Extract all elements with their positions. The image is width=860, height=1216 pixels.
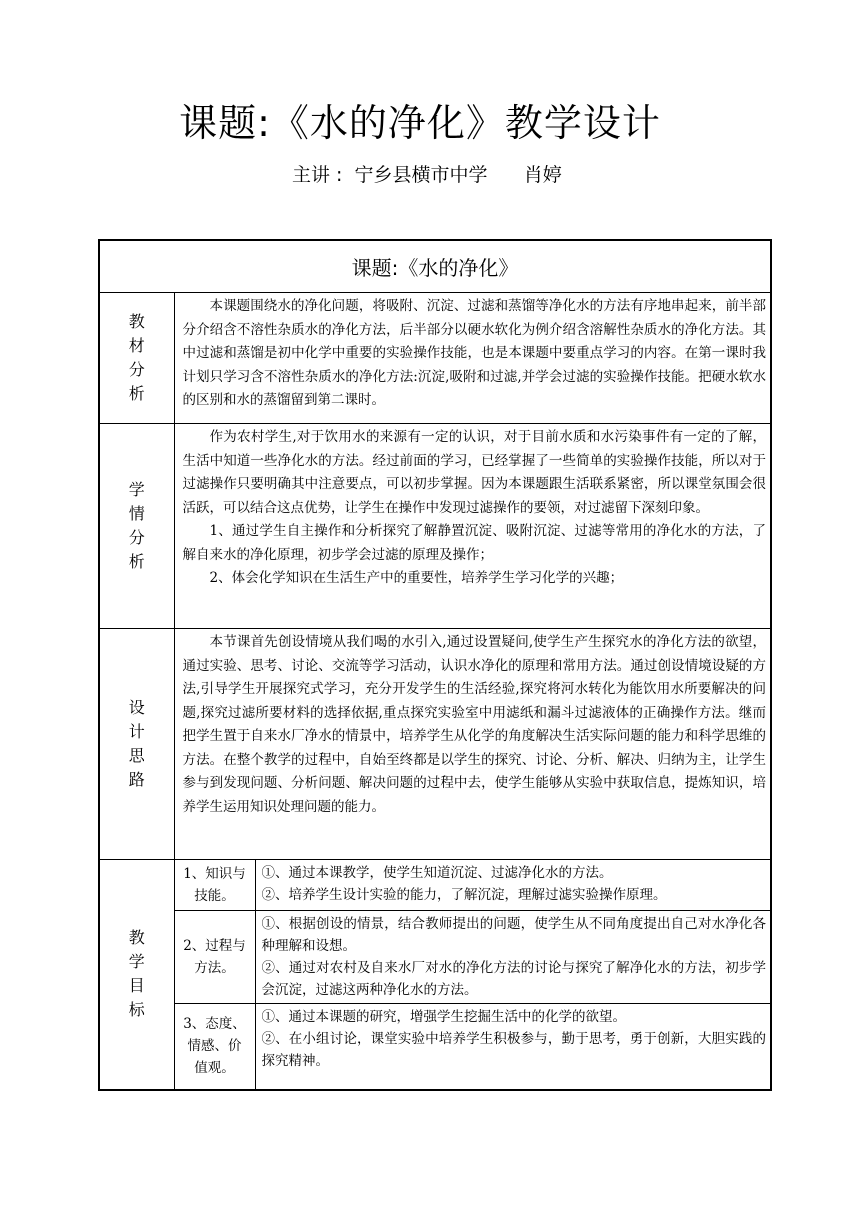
section-label-design: 设 计 思 路	[99, 629, 174, 860]
paragraph: 作为农村学生,对于饮用水的来源有一定的认识，对于目前水质和水污染事件有一定的了解，生活中知道一些净化水的方法。经过前面的学习，已经掌握了一些简单的实验操作技能，所以对于过滤操作只要明确其中注意要点，可以初步掌握。因为本课题跟生活联系紧密，所以课堂氛围会很活跃，可以结合这点优势，让学生在操作中发现过滤操作的要领，对过滤留下深刻印象。	[182, 429, 766, 516]
section-label-student: 学 情 分 析	[99, 424, 174, 629]
goal-line: ①、通过本课题的研究，增强学生挖掘生活中的化学的欲望。	[261, 1009, 626, 1025]
goal-content-attitude	[255, 1004, 771, 1090]
section-label-goals: 教 学 目 标	[99, 860, 174, 1090]
goal-line: ①、通过本课教学，使学生知道沉淀、过滤净化水的方法。	[261, 865, 613, 881]
section-content-student	[174, 424, 771, 629]
goal-label-process: 2、过程与 方法。	[174, 911, 255, 1004]
goal-label-knowledge: 1、知识与 技能。	[174, 860, 255, 911]
section-content-textbook	[174, 293, 771, 424]
paragraph: 本课题围绕水的净化问题，将吸附、沉淀、过滤和蒸馏等净化水的方法有序地串起来，前半部分介绍含不溶性杂质水的净化方法，后半部分以硬水软化为例介绍含溶解性杂质水的净化方法。其中过滤和蒸馏是初中化学中重要的实验操作技能，也是本课题中要重点学习的内容。在第一课时我计划只学习含不溶性杂质水的净化方法:沉淀,吸附和过滤,并学会过滤的实验操作技能。把硬水软水的区别和水的蒸馏留到第二课时。	[182, 298, 766, 408]
section-content-design	[174, 629, 771, 860]
goal-line: ②、在小组讨论，课堂实验中培养学生积极参与，勤于思考，勇于创新，大胆实践的探究精神。	[261, 1031, 766, 1069]
goal-content-knowledge	[255, 860, 771, 911]
document-title: 课题:《水的净化》教学设计	[179, 101, 661, 145]
paragraph: 本节课首先创设情境从我们喝的水引入,通过设置疑问,使学生产生探究水的净化方法的欲望，通过实验、思考、讨论、交流等学习活动，认识水净化的原理和常用方法。通过创设情境设疑的方法,引导学生开展探究式学习，充分开发学生的生活经验,探究将河水转化为能饮用水所要解决的问题,探究过滤所要材料的选择依据,重点探究实验室中用滤纸和漏斗过滤液体的正确操作方法。继而把学生置于自来水厂净水的情景中，培养学生从化学的角度解决生活实际问题的能力和科学思维的方法。在整个教学的过程中，自始至终都是以学生的探究、讨论、分析、解决、归纳为主，让学生参与到发现问题、分析问题、解决问题的过程中去，使学生能够从实验中获取信息，提炼知识，培养学生运用知识处理问题的能力。	[182, 634, 766, 815]
goal-label-attitude: 3、态度、 情感、价 值观。	[174, 1004, 255, 1090]
paragraph: 1、通过学生自主操作和分析探究了解静置沉淀、吸附沉淀、过滤等常用的净化水的方法，了解自来水的净化原理，初步学会过滤的原理及操作；	[182, 523, 766, 563]
table-header: 课题:《水的净化》	[99, 240, 771, 293]
goal-content-process	[255, 911, 771, 1004]
goal-line: ②、通过对农村及自来水厂对水的净化方法的讨论与探究了解净化水的方法，初步学会沉淀，过滤这两种净化水的方法。	[261, 960, 766, 998]
section-label-textbook: 教 材 分 析	[99, 293, 174, 424]
goal-line: ②、培养学生设计实验的能力，了解沉淀，理解过滤实验操作原理。	[261, 887, 667, 903]
author-line: 主讲 : 宁乡县横市中学 肖婷	[292, 164, 562, 186]
paragraph: 2、体会化学知识在生活生产中的重要性，培养学生学习化学的兴趣；	[209, 570, 624, 586]
lesson-plan-table	[98, 239, 772, 1091]
goal-line: ①、根据创设的情景，结合教师提出的问题，使学生从不同角度提出自己对水净化各种理解和设想。	[261, 916, 766, 954]
